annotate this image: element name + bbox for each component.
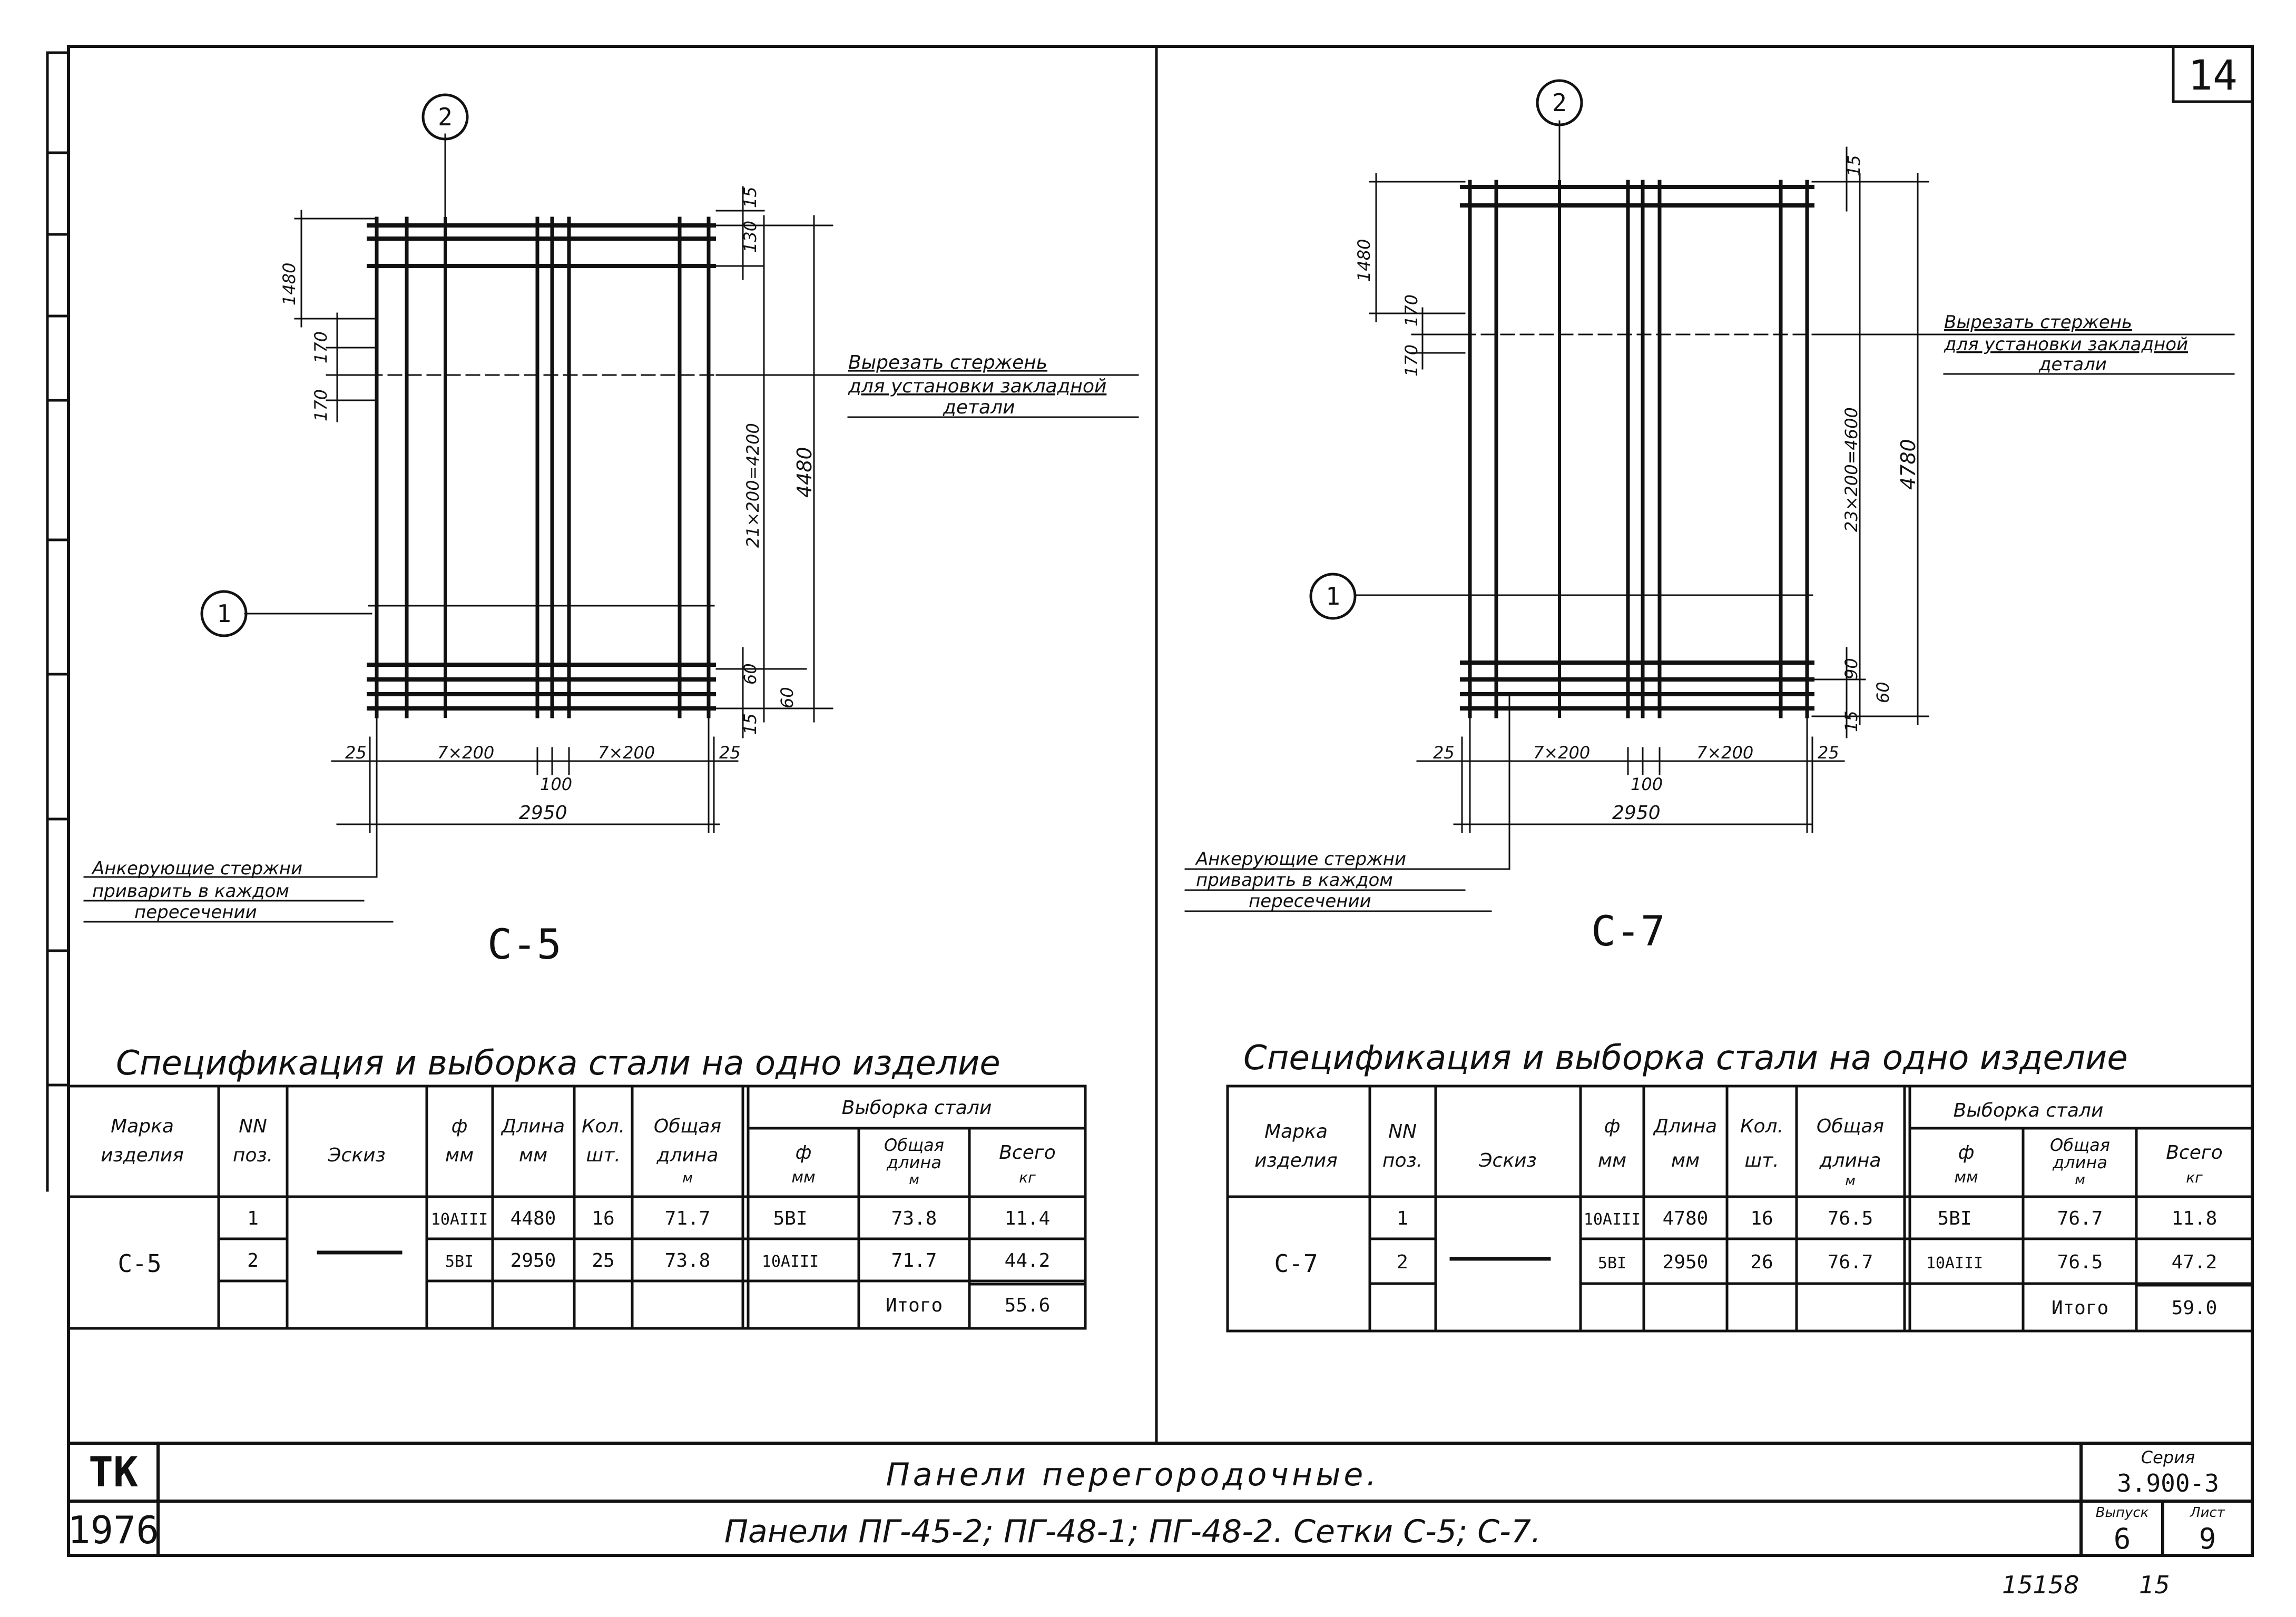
- th-sel-dia-1: ф: [795, 1142, 812, 1164]
- th7-total-2: длина: [1819, 1150, 1881, 1171]
- sheet-value: 9: [2199, 1522, 2216, 1555]
- th-total-2: длина: [656, 1145, 719, 1166]
- dim-c5-100: 100: [540, 774, 573, 794]
- dim-c5-7x200-right: 7×200: [598, 743, 655, 763]
- sheet-label: Лист: [2190, 1505, 2225, 1521]
- dim-c5-7x200-left: 7×200: [437, 743, 495, 763]
- th7-qty-1: Кол.: [1740, 1116, 1784, 1137]
- th7-sel-len-1: Общая: [2050, 1135, 2110, 1155]
- note-c5-anchor-2: приварить в каждом: [92, 881, 289, 902]
- dim-c7-25-left: 25: [1433, 743, 1455, 763]
- cell7-r2-dia: 5ВI: [1597, 1254, 1627, 1273]
- th7-total-1: Общая: [1816, 1116, 1885, 1137]
- callout-c7-pos1-label: 1: [1326, 582, 1340, 610]
- dim-c7-grid: 23×200=4600: [1841, 407, 1861, 532]
- dim-c5-60a: 60: [740, 663, 760, 685]
- dim-c5-2950: 2950: [519, 802, 567, 824]
- th7-sel-dia-1: ф: [1958, 1142, 1975, 1164]
- cell7-r1-pos: 1: [1397, 1208, 1408, 1229]
- note-c5-anchor-1: Анкерующие стержни: [92, 858, 303, 879]
- dim-c7-170b: 170: [1401, 344, 1421, 377]
- cell7-r2-qty: 26: [1750, 1251, 1773, 1273]
- cell-r2-qty: 25: [592, 1250, 615, 1271]
- cell7-r1-qty: 16: [1750, 1208, 1773, 1229]
- title-line-2: Панели ПГ-45-2; ПГ-48-1; ПГ-48-2. Сетки С-5; С-7.: [724, 1513, 1542, 1550]
- cell-r1-len: 4480: [510, 1208, 556, 1229]
- dim-c5-25-left: 25: [345, 743, 367, 763]
- th-dia-2: мм: [445, 1145, 474, 1166]
- dim-c7-1480: 1480: [1354, 239, 1374, 282]
- th-mass-1: Всего: [999, 1142, 1056, 1164]
- th7-sel-dia-2: мм: [1954, 1168, 1978, 1187]
- dim-c5-15-bot: 15: [740, 713, 760, 735]
- th7-qty-2: шт.: [1744, 1150, 1779, 1171]
- mesh-c5-dims: [84, 134, 1138, 922]
- th-pos-2: поз.: [232, 1145, 273, 1166]
- dim-c5-60b: 60: [777, 687, 797, 708]
- dim-c5-overall-height: 4480: [793, 447, 816, 498]
- note-c7-cut-3: детали: [2039, 354, 2107, 375]
- cell7-r2-slen: 76.5: [2057, 1251, 2103, 1273]
- dim-c7-100: 100: [1631, 774, 1663, 794]
- spec-table-c5: [101, 1097, 1056, 1316]
- th7-sel-len-2: длина: [2053, 1152, 2107, 1172]
- dim-c5-170a: 170: [311, 331, 331, 363]
- sheet-number: 14: [2188, 52, 2238, 100]
- cell-r2-sdia: 10АIII: [761, 1253, 819, 1271]
- th7-dia-1: ф: [1604, 1116, 1621, 1137]
- spec-table-c7: [1254, 1100, 2223, 1319]
- cell7-itogo-label: Итого: [2051, 1297, 2109, 1319]
- mark-c5: С-5: [487, 921, 562, 969]
- th-mass-2: кг: [1019, 1169, 1036, 1186]
- cell7-r1-sdia: 5ВI: [1937, 1208, 1972, 1229]
- th-total-3: м: [682, 1170, 693, 1186]
- th7-sketch: Эскиз: [1479, 1150, 1537, 1171]
- cell7-r2-len: 2950: [1662, 1251, 1709, 1273]
- note-c5-cut-3: детали: [943, 397, 1015, 418]
- mesh-c7-dims: [1185, 121, 2234, 911]
- th7-pos-1: NN: [1388, 1121, 1417, 1142]
- cell-r2-dia: 5ВI: [445, 1253, 474, 1271]
- title-line-1: Панели перегородочные.: [886, 1456, 1380, 1493]
- cell7-r1-total: 76.5: [1827, 1208, 1873, 1229]
- issue-label: Выпуск: [2095, 1505, 2149, 1521]
- dim-c7-7x200-left: 7×200: [1533, 743, 1591, 763]
- th-sel-dia-2: мм: [791, 1168, 816, 1187]
- th7-pos-2: поз.: [1382, 1150, 1423, 1171]
- th-len-1: Длина: [501, 1116, 565, 1137]
- cell7-r2-mass: 47.2: [2171, 1251, 2217, 1273]
- th7-sel-len-3: м: [2075, 1172, 2085, 1188]
- cell-r1-mass: 11.4: [1004, 1208, 1051, 1229]
- series-label: Серия: [2141, 1447, 2195, 1467]
- note-c7-cut-1: Вырезать стержень: [1944, 312, 2133, 333]
- cell-r1-dia: 10АIII: [430, 1210, 488, 1229]
- mesh-c7-bars: [1462, 182, 1812, 716]
- th7-selection: Выборка стали: [1953, 1100, 2104, 1121]
- footer-page: 15: [2139, 1571, 2170, 1599]
- note-c7-anchor-3: пересечении: [1249, 891, 1371, 912]
- cell-r2-slen: 71.7: [891, 1250, 937, 1271]
- th7-total-3: м: [1845, 1173, 1856, 1189]
- dim-c7-2950: 2950: [1612, 802, 1661, 824]
- dim-c7-90: 90: [1841, 658, 1861, 679]
- callout-c7-pos2-label: 2: [1552, 88, 1567, 117]
- cell-r2-pos: 2: [247, 1250, 259, 1271]
- cell7-r2-sdia: 10АIII: [1926, 1254, 1984, 1273]
- cell-r1-pos: 1: [247, 1208, 259, 1229]
- th-dia-1: ф: [451, 1116, 468, 1137]
- cell-r1-qty: 16: [592, 1208, 615, 1229]
- series-number: 3.900-3: [2117, 1469, 2219, 1497]
- dim-c7-15-top: 15: [1844, 155, 1864, 176]
- dim-c7-60: 60: [1873, 682, 1893, 703]
- cell-r1-sdia: 5ВI: [773, 1208, 808, 1229]
- mesh-c5-bars: [369, 219, 714, 716]
- issue-number: 6: [2113, 1522, 2131, 1555]
- cell7-r1-len: 4780: [1662, 1208, 1709, 1229]
- th-sel-len-1: Общая: [884, 1135, 944, 1155]
- th7-dia-2: мм: [1597, 1150, 1627, 1171]
- th7-mark-2: изделия: [1254, 1150, 1338, 1171]
- cell7-r2-total: 76.7: [1827, 1251, 1873, 1273]
- dim-c5-grid: 21×200=4200: [743, 423, 763, 548]
- spec-title-c5: Спецификация и выборка стали на одно изделие: [116, 1044, 1000, 1083]
- cell7-r1-slen: 76.7: [2057, 1208, 2103, 1229]
- cell-r1-slen: 73.8: [891, 1208, 937, 1229]
- year: 1976: [67, 1508, 159, 1552]
- cell-r2-len: 2950: [510, 1250, 556, 1271]
- th-qty-2: шт.: [586, 1145, 621, 1166]
- mark-c7: С-7: [1591, 908, 1665, 955]
- cell7-mark: С-7: [1274, 1249, 1318, 1278]
- spec-title-c7: Спецификация и выборка стали на одно изделие: [1243, 1039, 2128, 1078]
- cell-itogo-label: Итого: [885, 1295, 943, 1316]
- cell7-r2-pos: 2: [1397, 1251, 1408, 1273]
- dim-c5-130: 130: [740, 220, 760, 253]
- cell7-r1-dia: 10АIII: [1583, 1210, 1641, 1229]
- dim-c5-15-top: 15: [740, 186, 760, 208]
- th7-len-2: мм: [1671, 1150, 1700, 1171]
- th-sel-len-3: м: [909, 1172, 919, 1188]
- th-total-1: Общая: [653, 1116, 722, 1137]
- footer-code: 15158: [2002, 1571, 2079, 1599]
- cell7-r1-mass: 11.8: [2171, 1208, 2217, 1229]
- th7-mark-1: Марка: [1264, 1121, 1328, 1142]
- th-len-2: мм: [518, 1145, 548, 1166]
- dim-c5-170b: 170: [311, 389, 331, 421]
- note-c7-anchor-2: приварить в каждом: [1196, 870, 1393, 891]
- th7-mass-1: Всего: [2166, 1142, 2223, 1164]
- th-mark-1: Марка: [111, 1116, 174, 1137]
- callout-c5-pos1-label: 1: [217, 599, 231, 628]
- th-selection: Выборка стали: [841, 1097, 992, 1119]
- org-code: ТК: [89, 1449, 138, 1496]
- dim-c5-1480: 1480: [279, 262, 299, 305]
- th-sketch: Эскиз: [328, 1145, 386, 1166]
- th-mark-2: изделия: [101, 1145, 184, 1166]
- note-c7-anchor-1: Анкерующие стержни: [1196, 849, 1407, 870]
- cell-r2-mass: 44.2: [1004, 1250, 1051, 1271]
- callout-c5-pos2-label: 2: [438, 103, 453, 131]
- cell-r1-total: 71.7: [664, 1208, 711, 1229]
- note-c5-cut-2: для установки закладной: [848, 376, 1107, 397]
- th7-len-1: Длина: [1653, 1116, 1718, 1137]
- binding-strip: [47, 53, 68, 1190]
- th-sel-len-2: длина: [887, 1152, 941, 1172]
- th7-mass-2: кг: [2186, 1169, 2203, 1186]
- dim-c7-170a: 170: [1401, 294, 1421, 327]
- dim-c7-7x200-right: 7×200: [1696, 743, 1754, 763]
- dim-c5-25-right: 25: [719, 743, 741, 763]
- spec-table-c5-grid: [68, 1086, 1085, 1328]
- note-c5-anchor-3: пересечении: [134, 902, 257, 923]
- cell7-itogo: 59.0: [2171, 1297, 2217, 1319]
- th-qty-1: Кол.: [581, 1116, 625, 1137]
- th-pos-1: NN: [239, 1116, 267, 1137]
- dim-c7-25-right: 25: [1818, 743, 1839, 763]
- cell-itogo: 55.6: [1004, 1295, 1051, 1316]
- cell-mark: С-5: [117, 1249, 162, 1278]
- note-c5-cut-1: Вырезать стержень: [848, 352, 1048, 373]
- note-c7-cut-2: для установки закладной: [1944, 334, 2189, 355]
- dim-c7-15-bot: 15: [1841, 711, 1861, 732]
- cell-r2-total: 73.8: [664, 1250, 711, 1271]
- dim-c7-overall-height: 4780: [1897, 439, 1920, 490]
